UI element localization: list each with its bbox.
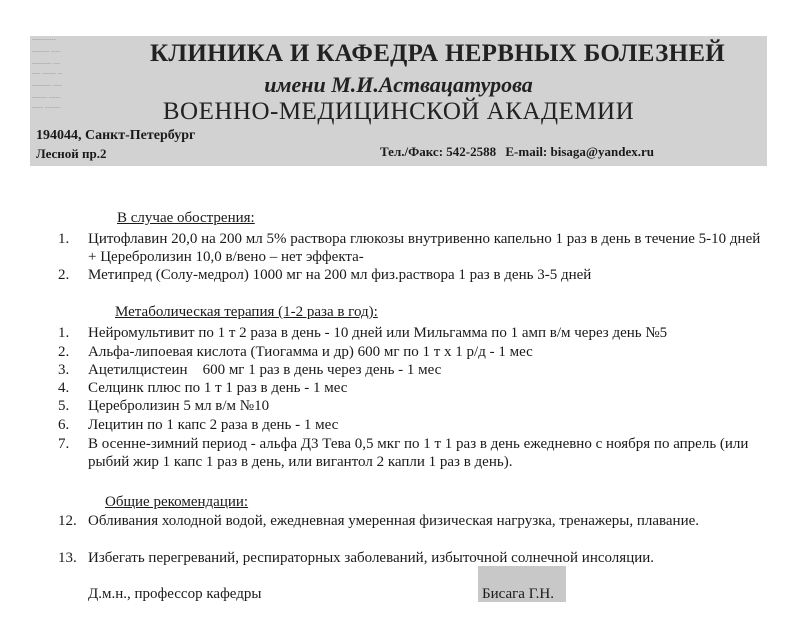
item-text: Обливания холодной водой, ежедневная умеренная физическая нагрузка, тренажеры, плавание. <box>88 513 700 529</box>
list-item <box>58 266 768 284</box>
faded-stamp: ----------- -------- ---- --------- --- ---- ------ -- --------- ---- ------- ----- ----- ------- <box>32 36 63 111</box>
general-heading: Общие рекомендации: <box>105 494 249 510</box>
item-text: Нейромультивит по 1 т 2 раза в день - 10 дней или Мильгамма по 1 амп в/м через день №5 <box>88 325 668 341</box>
list-item <box>58 549 768 567</box>
phone-fax: Тел./Факс: 542-2588 <box>380 144 497 159</box>
item-number: 13. <box>58 550 77 566</box>
list-item <box>58 361 768 379</box>
list-item <box>58 343 768 361</box>
item-text: Альфа-липоевая кислота (Тиогамма и др) 600 мг по 1 т х 1 р/д - 1 мес <box>88 344 533 360</box>
list-item <box>58 416 768 434</box>
signature-title: Д.м.н., профессор кафедры <box>88 586 262 602</box>
item-number: 2. <box>58 344 70 360</box>
item-text: Лецитин по 1 капс 2 раза в день - 1 мес <box>88 417 339 433</box>
letterhead-subtitle: имени М.И.Аствацатурова <box>264 72 533 97</box>
list-item <box>58 324 768 342</box>
item-number: 5. <box>58 398 70 414</box>
email: E-mail: bisaga@yandex.ru <box>505 144 654 159</box>
item-text: В осенне-зимний период - альфа Д3 Тева 0,5 мкг по 1 т 1 раз в день ежедневно с ноября по апрель (или рыбий жир 1 капс 1 раз в день, или вигантол 2 капли 1 раз в день). <box>88 436 749 470</box>
signature-name: Бисага Г.Н. <box>482 586 555 602</box>
letterhead <box>30 36 767 166</box>
item-number: 1. <box>58 325 70 341</box>
item-text: Метипред (Солу-медрол) 1000 мг на 200 мл физ.раствора 1 раз в день 3-5 дней <box>88 267 592 283</box>
list-item <box>58 397 768 415</box>
letterhead-title: КЛИНИКА И КАФЕДРА НЕРВНЫХ БОЛЕЗНЕЙ <box>150 40 726 67</box>
item-number: 12. <box>58 513 77 529</box>
metabolic-heading: Метаболическая терапия (1-2 раза в год): <box>115 304 378 320</box>
item-number: 7. <box>58 436 70 452</box>
item-number: 1. <box>58 231 70 247</box>
item-text: Селцинк плюс по 1 т 1 раз в день - 1 мес <box>88 380 348 396</box>
list-item <box>58 512 728 530</box>
list-item <box>58 230 768 266</box>
item-number: 6. <box>58 417 70 433</box>
item-number: 3. <box>58 362 70 378</box>
item-text: Избегать перегреваний, респираторных заболеваний, избыточной солнечной инсоляции. <box>88 550 655 566</box>
item-number: 4. <box>58 380 70 396</box>
address-line-1: 194044, Санкт-Петербург <box>36 128 196 143</box>
item-text: Церебролизин 5 мл в/м №10 <box>88 398 270 414</box>
list-item <box>58 379 768 397</box>
address-line-2: Лесной пр.2 <box>36 146 107 161</box>
letterhead-academy: ВОЕННО-МЕДИЦИНСКОЙ АКАДЕМИИ <box>162 98 635 125</box>
exacerbation-heading: В случае обострения: <box>117 210 255 226</box>
item-text: Ацетилцистеин 600 мг 1 раз в день через день - 1 мес <box>88 362 442 378</box>
list-item <box>58 435 758 471</box>
item-text: Цитофлавин 20,0 на 200 мл 5% раствора глюкозы внутривенно капельно 1 раз в день в течение 5-10 дней + Церебролизин 10,0 в/вено – нет эффекта- <box>88 231 761 265</box>
item-number: 2. <box>58 267 70 283</box>
contact-line <box>380 144 660 160</box>
